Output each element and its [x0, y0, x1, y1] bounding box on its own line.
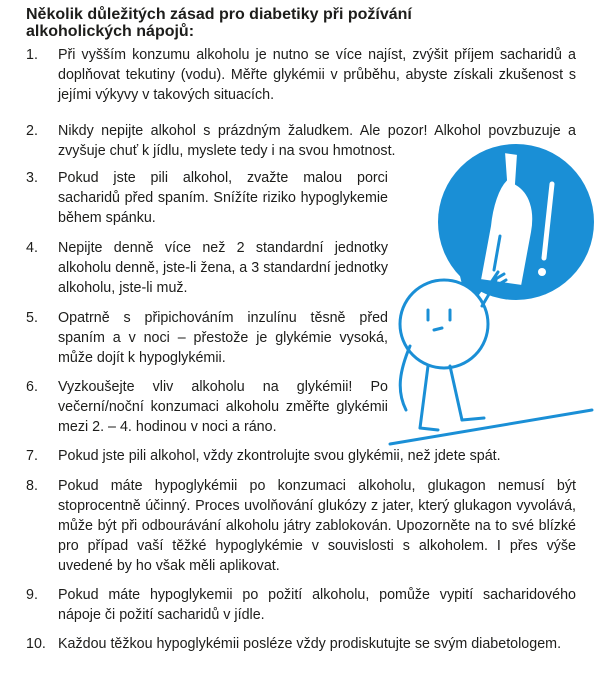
item-text: Nikdy nepijte alkohol s prázdným žaludkem. Ale pozor! Alkohol povzbuzuje a zvyšuje chuť k jídlu, myslete tedy i na svou hmotnost.: [58, 123, 576, 159]
item-number: 10.: [26, 636, 46, 652]
page-title: Několik důležitých zásad pro diabetiky při požívání alkoholických nápojů:: [26, 6, 412, 40]
item-text: Vyzkoušejte vliv alkoholu na glykémii! Po večerní/noční konzumaci alkoholu změřte glykémii mezi 2. – 4. hodinou v noci a ráno.: [58, 379, 388, 435]
item-text: Pokud jste pili alkohol, zvažte malou porci sacharidů před spaním. Snížíte riziko hypoglykemie během spánku.: [58, 170, 388, 226]
item-text: Každou těžkou hypoglykémii posléze vždy prodiskutujte se svým diabetologem.: [58, 636, 562, 652]
item-text: Nepijte denně více než 2 standardní jednotky alkoholu denně, jste-li žena, a 3 standardní jednotky alkoholu, jste-li muž.: [58, 240, 388, 296]
item-text: Opatrně s připichováním inzulínu těsně před spaním a v noci – přestože je glykémie vysoká, může dojít k hypoglykémii.: [58, 310, 388, 366]
item-number: 4.: [26, 240, 38, 256]
item-number: 5.: [26, 310, 38, 326]
stick-figure-icon: [400, 272, 506, 430]
item-text: Pokud máte hypoglykémii po konzumaci alkoholu, glukagon nemusí být stoprocentně účinný. Proces uvolňování glukózy z jater, který glukagon vyvolává, může být při odbourávání alkoholu játry zablokován. Upozorněte na to své blízké pro případ vaší těžké hypoglykémie v souvislosti s alkoholem. I přes výše uvedené by ho však měli aplikovat.: [58, 478, 576, 574]
item-number: 6.: [26, 379, 38, 395]
item-number: 2.: [26, 123, 38, 139]
illustration-figure-with-bottle: [380, 140, 612, 450]
item-number: 9.: [26, 587, 38, 603]
item-text: Pokud jste pili alkohol, vždy zkontrolujte svou glykémii, než jdete spát.: [58, 448, 501, 464]
item-number: 1.: [26, 47, 38, 63]
item-number: 8.: [26, 478, 38, 494]
item-number: 3.: [26, 170, 38, 186]
item-text: Pokud máte hypoglykemii po požití alkoholu, pomůže vypití sacharidového nápoje či požití sacharidů v jídle.: [58, 587, 576, 623]
item-number: 7.: [26, 448, 38, 464]
item-text: Při vyšším konzumu alkoholu je nutno se více najíst, zvýšit příjem sacharidů a doplňovat tekutiny (vodu). Měřte glykémii v průběhu, abyste získali zkušenost s jejími výkyvy v takových situacích.: [58, 47, 576, 103]
